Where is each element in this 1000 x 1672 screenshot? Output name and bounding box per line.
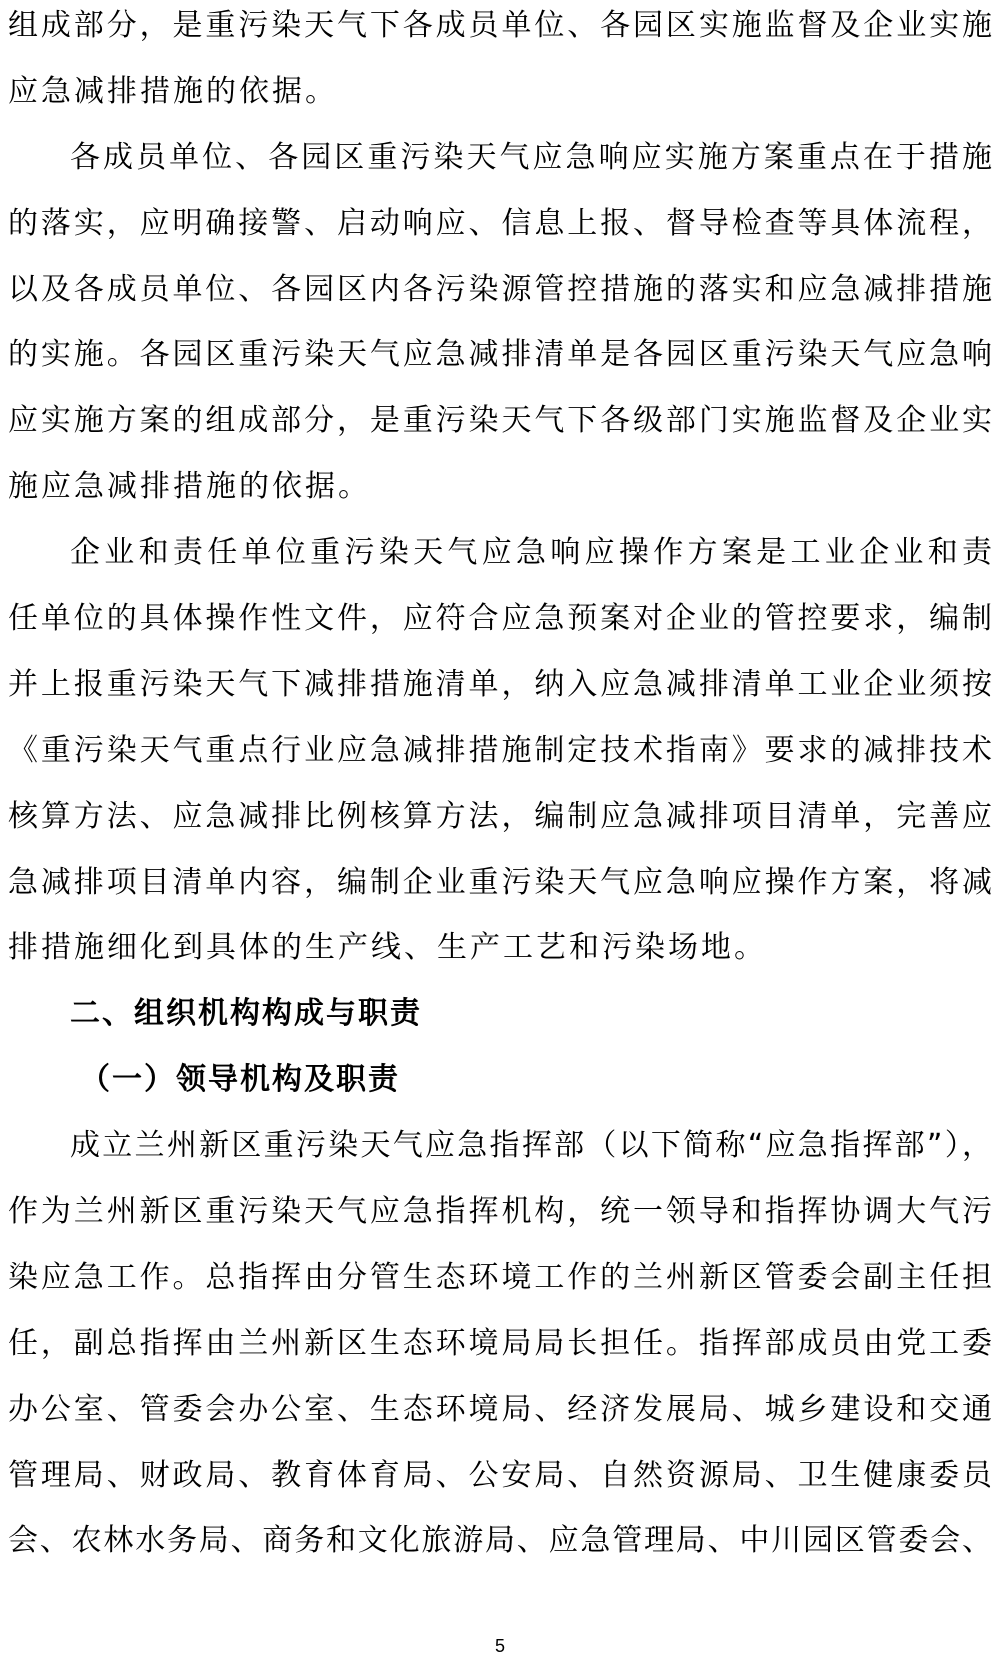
paragraph-line: 成立兰州新区重污染天气应急指挥部（以下简称“应急指挥部”）， [70,1128,992,1164]
paragraph-line: 《重污染天气重点行业应急减排措施制定技术指南》要求的减排技术 [8,732,992,768]
paragraph-line: 企业和责任单位重污染天气应急响应操作方案是工业企业和责 [70,535,992,571]
paragraph-line: 的落实，应明确接警、启动响应、信息上报、督导检查等具体流程， [8,205,992,241]
paragraph-line: 核算方法、应急减排比例核算方法，编制应急减排项目清单，完善应 [8,798,992,834]
document-body [8,2,992,1583]
paragraph-line: 组成部分，是重污染天气下各成员单位、各园区实施监督及企业实施 [8,8,992,43]
paragraph-line: 任单位的具体操作性文件，应符合应急预案对企业的管控要求，编制 [8,601,992,637]
section-heading: 二、组织机构构成与职责 [70,996,422,1032]
paragraph-line: 急减排项目清单内容，编制企业重污染天气应急响应操作方案，将减 [8,864,992,900]
paragraph-line: 任，副总指挥由兰州新区生态环境局局长担任。指挥部成员由党工委 [8,1325,992,1361]
subsection-heading: （一）领导机构及职责 [80,1062,400,1098]
paragraph-line: 管理局、财政局、教育体育局、公安局、自然资源局、卫生健康委员 [8,1457,992,1493]
paragraph-line: 以及各成员单位、各园区内各污染源管控措施的落实和应急减排措施 [8,271,992,307]
paragraph-line: 应实施方案的组成部分，是重污染天气下各级部门实施监督及企业实 [8,403,992,439]
paragraph-line: 染应急工作。总指挥由分管生态环境工作的兰州新区管委会副主任担 [8,1259,992,1295]
paragraph-line: 办公室、管委会办公室、生态环境局、经济发展局、城乡建设和交通 [8,1391,992,1427]
paragraph-line: 排措施细化到具体的生产线、生产工艺和污染场地。 [8,930,767,966]
page-number: 5 [494,1636,505,1656]
paragraph-line: 会、农林水务局、商务和文化旅游局、应急管理局、中川园区管委会、 [8,1523,992,1559]
paragraph-line: 各成员单位、各园区重污染天气应急响应实施方案重点在于措施 [70,139,992,175]
paragraph-line: 应急减排措施的依据。 [8,73,338,109]
paragraph-line: 的实施。各园区重污染天气应急减排清单是各园区重污染天气应急响 [8,337,992,373]
paragraph-line: 作为兰州新区重污染天气应急指挥机构，统一领导和指挥协调大气污 [8,1194,992,1230]
paragraph-line: 施应急减排措施的依据。 [8,469,371,505]
paragraph-line: 并上报重污染天气下减排措施清单，纳入应急减排清单工业企业须按 [8,666,992,702]
